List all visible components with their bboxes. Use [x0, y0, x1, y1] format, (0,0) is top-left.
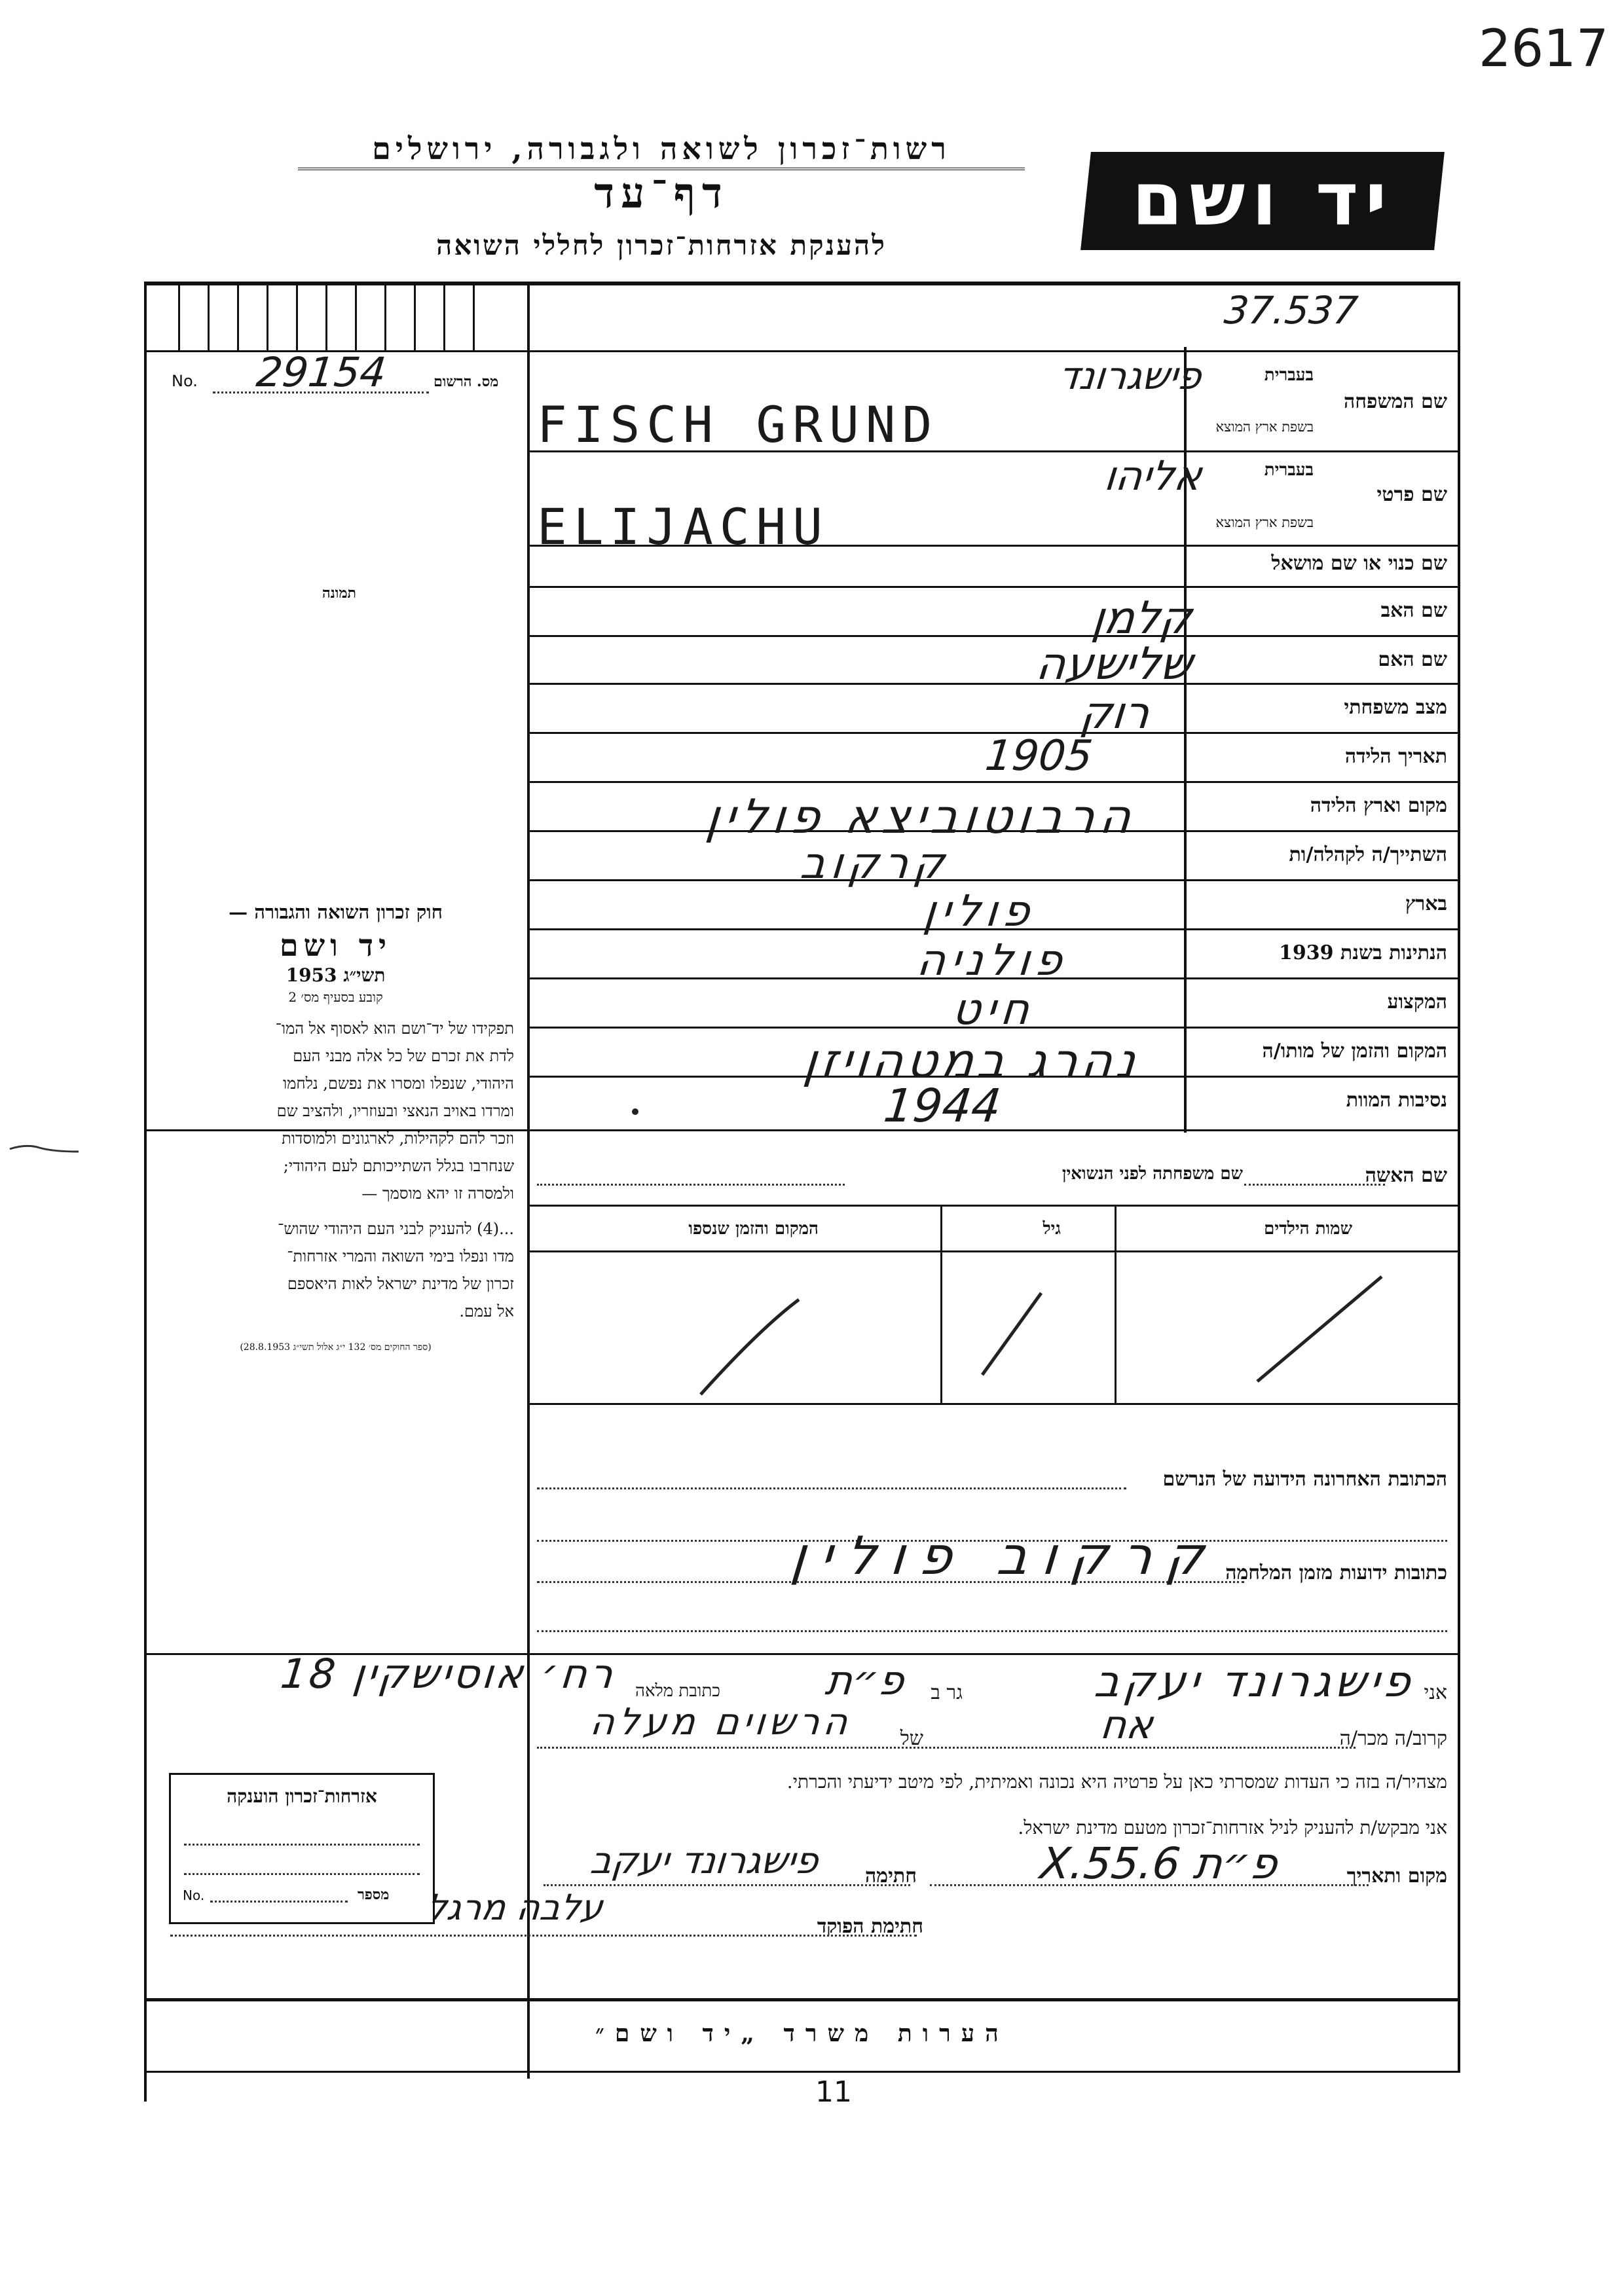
label-hebrew-1: בעברית: [1264, 365, 1314, 385]
request-text: אני מבקש/ת להעניק לניל אזרחות־זכרון מטעם מדינת ישראל.: [1018, 1817, 1447, 1838]
law-line: לדת את זכרם של כל אלה מבני העם: [293, 1047, 514, 1065]
authority-title: רשות־זכרון לשואה ולגבורה, ירושלים: [298, 131, 1025, 170]
label-death-place: המקום והזמן של מותו/ה: [1262, 1040, 1447, 1063]
label-death-circ: נסיבות המוות: [1346, 1089, 1447, 1112]
bottom-mark: 11: [815, 2075, 852, 2109]
label-origin-lang-1: בשפת ארץ המוצא: [1215, 419, 1314, 435]
law-name: יד ושם: [279, 928, 392, 963]
declarant-of: הרשוים מעלה: [588, 1701, 854, 1743]
label-marital: מצב משפחתי: [1344, 696, 1447, 719]
law-paragraph-1: [157, 1015, 514, 1207]
law-line: מדו ונפלו בימי השואה והמרי אזרחות־: [287, 1247, 514, 1266]
children-col-death: המקום והזמן שנספו: [688, 1219, 819, 1239]
declarant-relation: אח: [1098, 1702, 1155, 1748]
citizenship-box-number-label: מספר: [358, 1886, 390, 1903]
law-year: תשי״ג 1953: [286, 964, 386, 986]
declaration-text: מצהיר/ה בזה כי העדות שמסרתי כאן על פרטיה היא נכונה ואמיתית, לפי מיטב ידיעתי והכרתי.: [786, 1771, 1447, 1793]
label-profession: המקצוע: [1387, 991, 1447, 1013]
form-subtitle: להענקת אזרחות־זכרון לחללי השואה: [436, 229, 887, 261]
birth-date: 1905: [983, 732, 1095, 780]
registration-no-label: No.: [172, 372, 198, 390]
declarant-signature: פישגרונד יעקב: [588, 1840, 821, 1882]
label-origin-lang-2: בשפת ארץ המוצא: [1215, 515, 1314, 530]
children-col-age: גיל: [1043, 1219, 1061, 1239]
label-birth-place: מקום וארץ הלידה: [1310, 794, 1447, 817]
declarant-city: פ״ת: [822, 1656, 906, 1704]
office-remarks: הערות משרד „יד ושם״: [595, 2020, 1009, 2047]
death-year: 1944: [881, 1079, 1004, 1133]
death-place: נהרג במטהויזן: [801, 1033, 1143, 1088]
label-community: השתייך/ה לקהלה/ות: [1289, 843, 1447, 866]
label-full-address: כתובת מלאה: [635, 1681, 720, 1701]
law-line: שנחרבו בגלל השתייכותם לעם היהודי;: [283, 1157, 514, 1175]
ink-dot: [632, 1108, 638, 1115]
file-number: 37.537: [1222, 288, 1360, 333]
label-first-name: שם פרטי: [1376, 483, 1447, 506]
label-signature: חתימה: [865, 1865, 917, 1887]
yad-vashem-logo-text: יד ושם: [1132, 157, 1393, 242]
law-line: ומרדו באויב הנאצי ובעוזריו, ולהציב שם: [276, 1102, 514, 1120]
community: קרקוב: [798, 838, 953, 888]
law-line: תפקידו של יד־ושם הוא לאסוף אל המו־: [275, 1019, 514, 1038]
registration-number: 29154: [254, 348, 389, 396]
label-father: שם האב: [1380, 599, 1447, 622]
war-address: קרקוב פולין: [788, 1525, 1221, 1586]
law-box: [157, 890, 514, 1353]
label-last-address: הכתובת האחרונה הידועה של הנרשם: [1162, 1468, 1447, 1491]
label-country: בארץ: [1405, 892, 1447, 915]
country: פולין: [921, 886, 1038, 936]
label-hebrew-2: בעברית: [1264, 460, 1314, 480]
label-family-name: שם המשפחה: [1343, 390, 1447, 413]
family-name-latin: FISCH GRUND: [537, 395, 939, 454]
label-resides: גר ב: [931, 1681, 963, 1704]
birth-place: הרבוטוביצא פולין: [703, 789, 1139, 844]
law-paragraph-2: [157, 1215, 514, 1325]
profession: חיט: [950, 984, 1038, 1034]
label-nickname: שם כנוי או שם מושאל: [1271, 552, 1447, 575]
law-line: ולמסרה זו יהא מוסמך —: [361, 1184, 514, 1203]
archive-number: 2617: [1479, 20, 1609, 79]
label-wife: שם האשה: [1365, 1164, 1447, 1187]
label-place-date: מקום ותאריך: [1346, 1865, 1447, 1887]
father-name: קלמן: [1090, 592, 1195, 644]
form-title: דף־עד: [594, 169, 729, 218]
place-date: פ״ת 6.X.55: [1037, 1838, 1280, 1889]
law-line: ...(4) להעניק לבני העם היהודי שהוש־: [278, 1220, 514, 1238]
label-citizenship: הנתינות בשנת 1939: [1278, 941, 1447, 964]
law-heading: חוק זכרון השואה והגבורה —: [229, 901, 443, 923]
label-relation: קרוב/ה מכר/ה: [1339, 1727, 1447, 1750]
label-declarant: אני: [1424, 1681, 1447, 1704]
law-source: (ספר החוקים מס׳ 132 י״ג אלול תשי״ג 28.8.1953): [240, 1342, 432, 1353]
label-birth-date: תאריך הלידה: [1344, 745, 1447, 768]
clerk-signature: עלבה מרגל: [424, 1887, 605, 1928]
citizenship-box: [169, 1773, 435, 1924]
children-col-names: שמות הילדים: [1264, 1219, 1352, 1239]
mother-name: שלישעה: [1033, 638, 1195, 690]
family-name-hebrew: פישגרונד: [1056, 354, 1204, 398]
citizenship-box-no: No.: [183, 1887, 205, 1903]
declarant-name: פישגרונד יעקב: [1092, 1656, 1418, 1707]
first-name-hebrew: אליהו: [1102, 452, 1204, 500]
law-line: זכרון של מדינת ישראל לאות היאספם: [287, 1275, 514, 1293]
declarant-address: רח׳ אוסישקין 18: [278, 1650, 618, 1698]
law-clause: קובע בסעיף מס׳ 2: [288, 989, 383, 1005]
label-war-address: כתובות ידועות מזמן המלחמה: [1225, 1561, 1447, 1584]
label-clerk-signature: חתימת הפוקד: [817, 1915, 923, 1938]
marital-status: רוק: [1077, 687, 1153, 739]
margin-mark: [7, 1136, 85, 1162]
citizenship-box-title: אזרחות־זכרון הוענקה: [227, 1785, 377, 1807]
law-line: אל עמם.: [459, 1302, 514, 1321]
registration-label: מס. הרשום: [434, 373, 499, 390]
first-name-latin: ELIJACHU: [537, 498, 830, 556]
law-line: היהודי, שנפלו ומסרו את נפשם, נלחמו: [283, 1074, 514, 1093]
citizenship: פולניה: [914, 935, 1071, 985]
label-wife-maiden: שם משפחתה לפני הנשואין: [1061, 1164, 1243, 1184]
label-of: של: [900, 1727, 923, 1750]
label-mother: שם האם: [1378, 648, 1447, 671]
law-line: וזכר להם לקהילות, לארגונים ולמוסדות: [282, 1129, 514, 1148]
photo-label: תמונה: [322, 585, 356, 602]
